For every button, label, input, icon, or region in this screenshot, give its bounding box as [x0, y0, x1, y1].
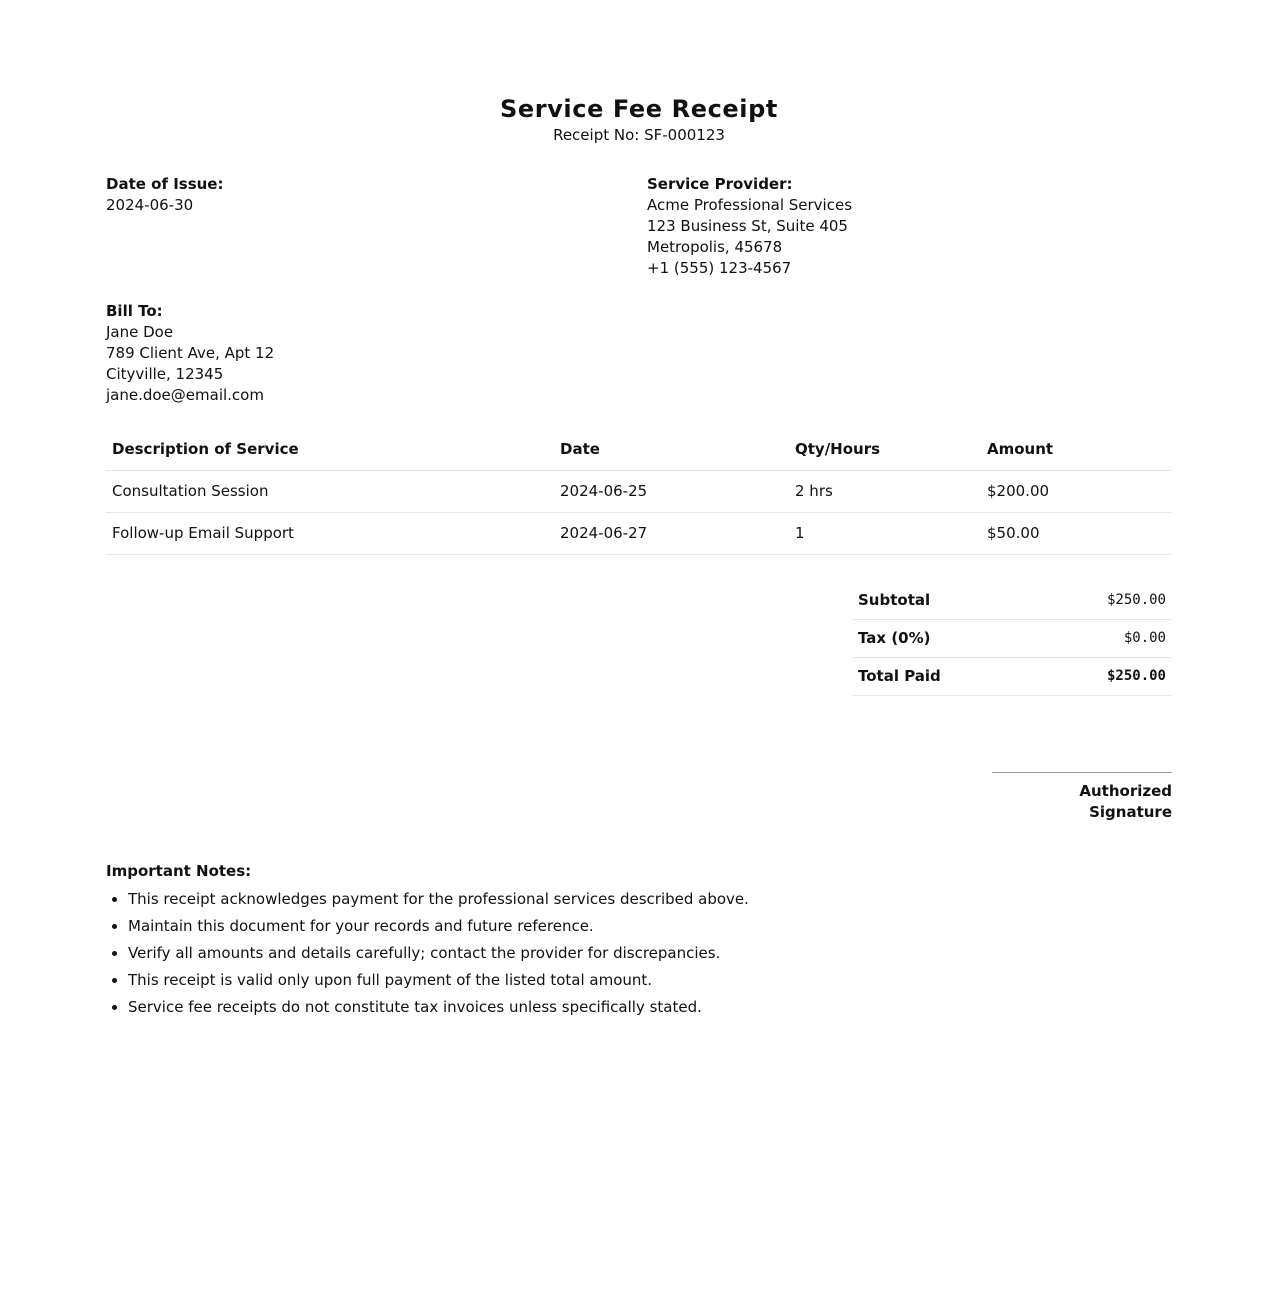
total-paid-label: Total Paid: [852, 658, 1035, 696]
list-item: • This receipt acknowledges payment for the professional services described above.: [128, 889, 1172, 910]
total-paid-value: $250.00: [1035, 658, 1172, 696]
receipt-header: [106, 93, 1172, 145]
issue-date-label: Date of Issue:: [106, 175, 224, 193]
list-item: • Verify all amounts and details carefully; contact the provider for discrepancies.: [128, 943, 1172, 964]
bill-to-address-line2: Cityville, 12345: [106, 365, 224, 383]
cell-amount: $50.00: [981, 513, 1172, 555]
provider-label: Service Provider:: [647, 175, 793, 193]
list-item: • Maintain this document for your records and future reference.: [128, 916, 1172, 937]
list-item: • Service fee receipts do not constitute tax invoices unless specifically stated.: [128, 997, 1172, 1018]
notes-section: [106, 861, 1172, 1018]
subtotal-label: Subtotal: [852, 582, 1035, 620]
info-row: [106, 174, 1172, 279]
signature-label: Authorized Signature: [1079, 782, 1172, 821]
provider-block: [647, 174, 1172, 279]
notes-list: [106, 889, 1172, 1018]
issue-date-value: 2024-06-30: [106, 196, 194, 214]
table-row: [106, 513, 1172, 555]
issue-block: [106, 174, 647, 279]
cell-date: 2024-06-27: [554, 513, 789, 555]
services-table: [106, 429, 1172, 555]
bill-to-label: Bill To:: [106, 302, 163, 320]
page-title: Service Fee Receipt: [499, 95, 778, 123]
provider-name: Acme Professional Services: [647, 196, 853, 214]
cell-date: 2024-06-25: [554, 471, 789, 513]
receipt-number: Receipt No: SF-000123: [553, 126, 725, 144]
subtotal-value: $250.00: [1035, 582, 1172, 620]
provider-phone: +1 (555) 123-4567: [647, 259, 792, 277]
bill-to-address-line1: 789 Client Ave, Apt 12: [106, 344, 275, 362]
bill-to-block: [106, 301, 1172, 406]
receipt-page: [106, 0, 1172, 1018]
provider-address-line1: 123 Business St, Suite 405: [647, 217, 848, 235]
provider-address-line2: Metropolis, 45678: [647, 238, 783, 256]
signature-line: [992, 772, 1172, 823]
subtotal-row: [852, 582, 1172, 620]
table-header-row: [106, 429, 1172, 471]
total-paid-row: [852, 658, 1172, 696]
bill-to-name: Jane Doe: [106, 323, 174, 341]
notes-title: Important Notes:: [106, 862, 252, 880]
tax-value: $0.00: [1035, 620, 1172, 658]
bill-to-email: jane.doe@email.com: [106, 386, 264, 404]
tax-row: [852, 620, 1172, 658]
totals-table: [852, 582, 1172, 696]
column-header-date: Date: [554, 429, 789, 471]
cell-qty: 1: [789, 513, 981, 555]
tax-label: Tax (0%): [852, 620, 1035, 658]
column-header-description: Description of Service: [106, 429, 554, 471]
signature-section: [106, 772, 1172, 823]
column-header-qty: Qty/Hours: [789, 429, 981, 471]
totals-section: [106, 582, 1172, 696]
cell-amount: $200.00: [981, 471, 1172, 513]
cell-description: Consultation Session: [106, 471, 554, 513]
cell-description: Follow-up Email Support: [106, 513, 554, 555]
column-header-amount: Amount: [981, 429, 1172, 471]
list-item: • This receipt is valid only upon full payment of the listed total amount.: [128, 970, 1172, 991]
cell-qty: 2 hrs: [789, 471, 981, 513]
table-row: [106, 471, 1172, 513]
